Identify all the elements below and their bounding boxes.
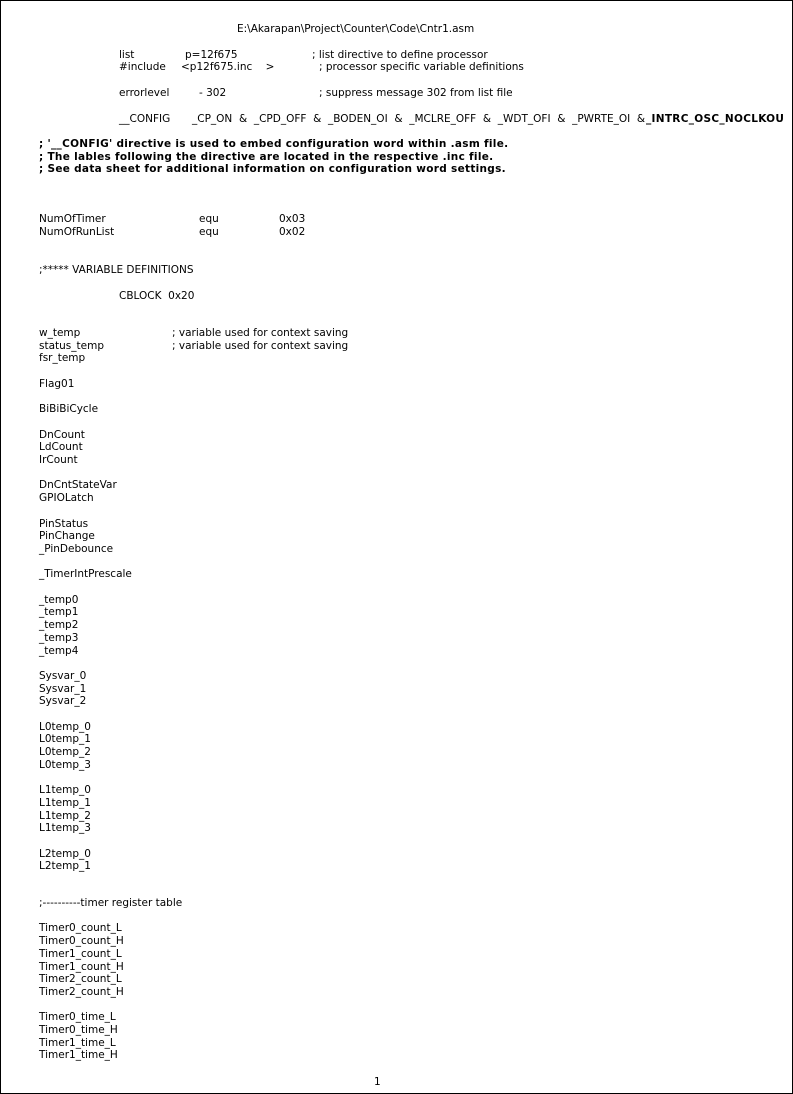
variable-name: GPIOLatch	[39, 492, 94, 505]
variable-name: _temp3	[39, 631, 79, 644]
variable-name: L2temp_1	[39, 860, 91, 873]
variable-name: LdCount	[39, 441, 83, 454]
timer-section-header: ;----------timer register table	[39, 897, 183, 909]
variable-name: Timer1_time_L	[39, 1036, 116, 1049]
config-tail: _INTRC_OSC_NOCLKOU	[646, 113, 785, 125]
equate-value: 0x02	[279, 226, 306, 238]
equate-name: NumOfTimer	[39, 213, 106, 225]
variable-name: Sysvar_2	[39, 695, 87, 708]
variable-name: DnCount	[39, 428, 85, 441]
variable-name: Timer1_count_H	[39, 960, 124, 973]
errorlevel-comment: ; suppress message 302 from list file	[319, 87, 513, 99]
var-comment: ; variable used for context saving	[172, 340, 349, 352]
variable-name: PinChange	[39, 530, 95, 543]
list-value: p=12f675	[185, 49, 238, 61]
page-number: 1	[374, 1076, 381, 1088]
file-path-header: E:\Akarapan\Project\Counter\Code\Cntr1.asm	[237, 23, 475, 35]
variable-name: _PinDebounce	[39, 542, 114, 555]
variable-name: Timer0_time_H	[39, 1024, 118, 1036]
include-comment: ; processor specific variable definitions	[319, 61, 524, 73]
config-comment-line: ; See data sheet for additional information on configuration word settings.	[39, 163, 506, 175]
variable-name: Timer0_count_L	[39, 922, 122, 935]
variable-name: _temp2	[39, 619, 79, 632]
variable-name: BiBiBiCycle	[39, 403, 99, 416]
variable-name: Timer0_time_L	[39, 1011, 116, 1024]
variable-name: L0temp_3	[39, 758, 91, 771]
equate-value: 0x03	[279, 213, 306, 225]
equate-op: equ	[199, 213, 219, 225]
config-comment-line: ; The lables following the directive are located in the respective .inc file.	[39, 151, 494, 163]
config-value: _CP_ON & _CPD_OFF & _BODEN_OI & _MCLRE_OFF & _WDT_OFI & _PWRTE_OI &	[192, 113, 646, 125]
variable-name: Sysvar_0	[39, 669, 87, 682]
variable-name: L1temp_0	[39, 784, 91, 797]
variable-name: fsr_temp	[39, 352, 86, 365]
equate-op: equ	[199, 226, 219, 238]
variable-name: _temp4	[39, 644, 79, 657]
variable-name: Flag01	[39, 377, 75, 390]
include-value: <p12f675.inc >	[181, 61, 275, 73]
variable-name: PinStatus	[39, 517, 89, 530]
variable-name: _temp1	[39, 606, 79, 619]
variable-name: Timer0_count_H	[39, 935, 124, 948]
variable-name: L0temp_0	[39, 720, 91, 733]
variable-name: L1temp_1	[39, 796, 91, 809]
variable-name: _TimerIntPrescale	[39, 568, 132, 581]
variable-name: L0temp_2	[39, 746, 91, 759]
variable-name: _temp0	[39, 593, 79, 606]
equate-name: NumOfRunList	[39, 226, 115, 238]
list-keyword: list	[119, 49, 135, 61]
variable-name: L2temp_0	[39, 847, 91, 860]
variable-name: Timer2_count_H	[39, 985, 124, 998]
variable-name: L1temp_2	[39, 809, 91, 822]
errorlevel-keyword: errorlevel	[119, 87, 170, 99]
variable-name: IrCount	[39, 454, 78, 466]
variable-name: DnCntStateVar	[39, 479, 117, 492]
var-name: status_temp	[39, 340, 104, 352]
cblock-directive: CBLOCK 0x20	[119, 290, 195, 302]
variable-name: L1temp_3	[39, 822, 91, 835]
variable-section-header: ;***** VARIABLE DEFINITIONS	[39, 264, 194, 276]
variable-name: L0temp_1	[39, 733, 91, 746]
errorlevel-value: - 302	[199, 87, 227, 99]
variable-name: Timer2_count_L	[39, 973, 122, 986]
var-name: w_temp	[39, 327, 81, 339]
var-comment: ; variable used for context saving	[172, 327, 349, 339]
variable-name: Sysvar_1	[39, 682, 87, 695]
config-comment-line: ; '__CONFIG' directive is used to embed configuration word within .asm file.	[39, 138, 509, 150]
variable-name: Timer1_time_H	[39, 1049, 118, 1062]
include-keyword: #include	[119, 61, 166, 73]
variable-name: Timer1_count_L	[39, 947, 122, 960]
config-keyword: __CONFIG	[119, 113, 171, 125]
list-comment: ; list directive to define processor	[312, 49, 488, 61]
